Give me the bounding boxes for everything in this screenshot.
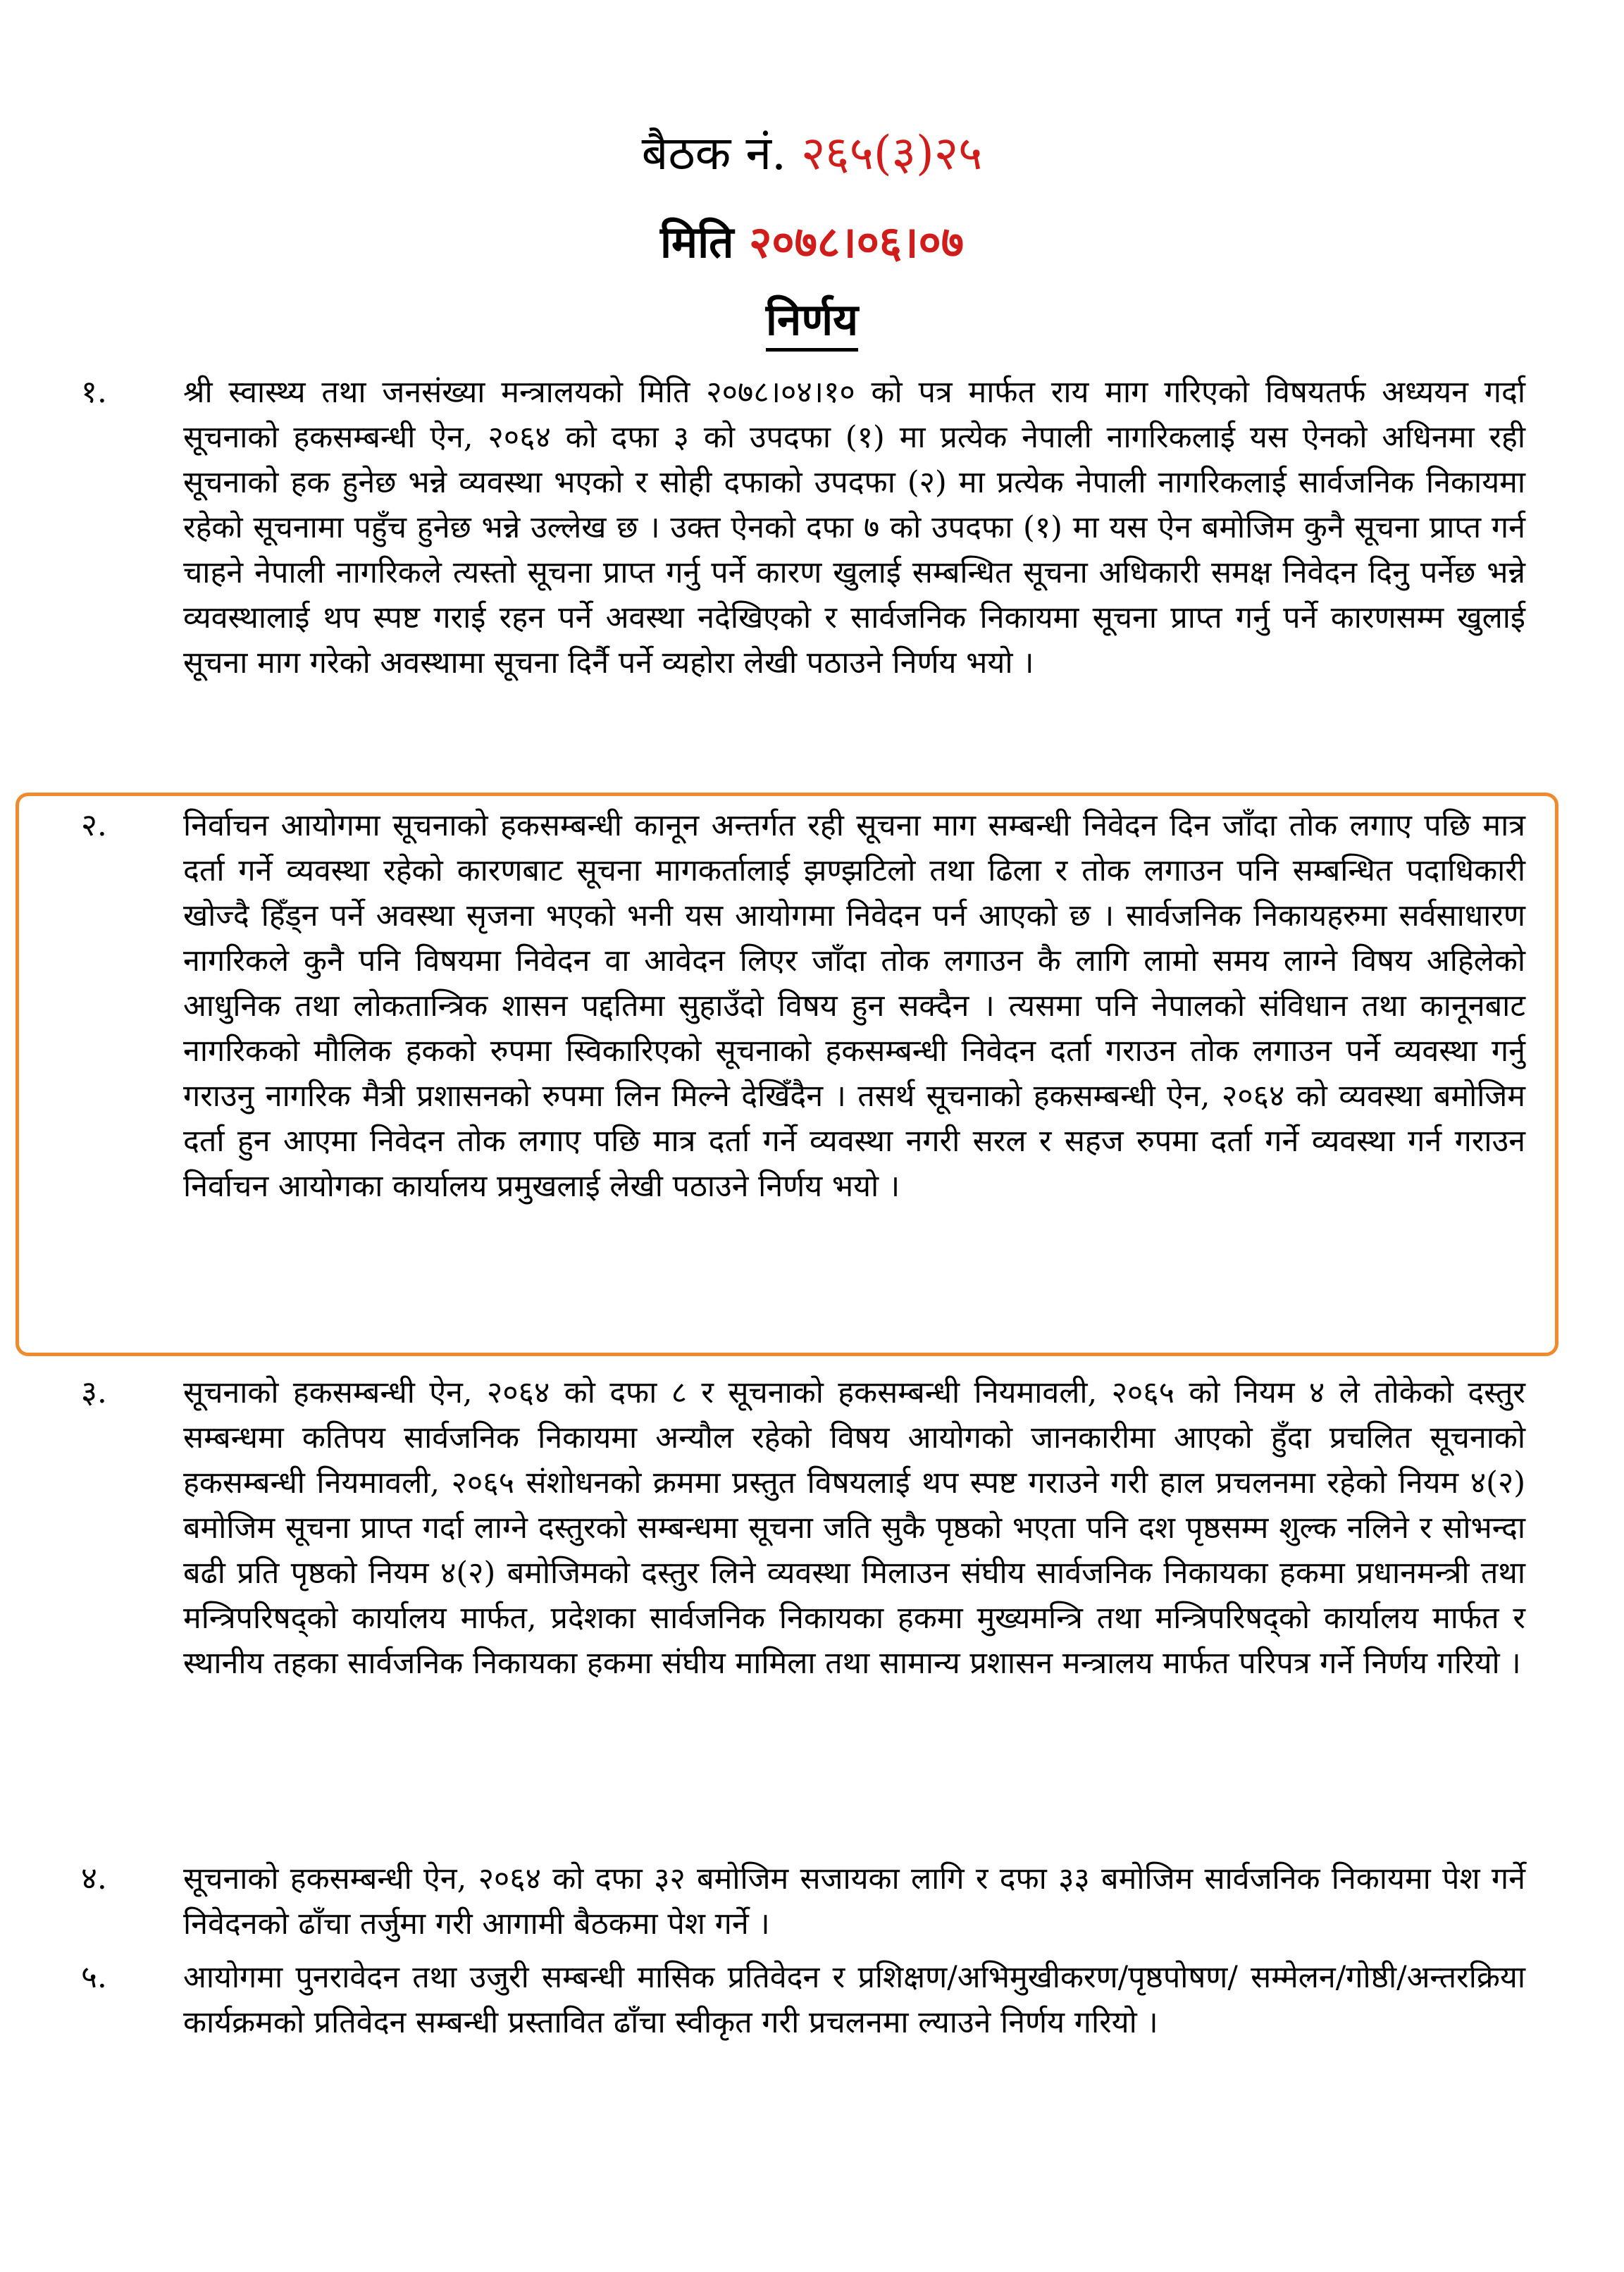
item-text: आयोगमा पुनरावेदन तथा उजुरी सम्बन्धी मासिक प्रतिवेदन र प्रशिक्षण/अभिमुखीकरण/पृष्ठपोषण/ सम्मेलन/गोष्ठी/अन्तरक्रिया कार्यक्रमको प्रतिवेदन सम्बन्धी प्रस्तावित ढाँचा स्वीकृत गरी प्रचलनमा ल्याउने निर्णय गरियो । [183,1960,1525,2040]
date-value: २०७८।०६।०७ [749,216,965,268]
item-text: सूचनाको हकसम्बन्धी ऐन, २०६४ को दफा ३२ बमोजिम सजायका लागि र दफा ३३ बमोजिम सार्वजनिक निकायमा पेश गर्ने निवेदनको ढाँचा तर्जुमा गरी आगामी बैठकमा पेश गर्ने । [183,1861,1525,1942]
date-heading [0,211,1624,271]
item-number: १. [81,374,107,410]
item-text: श्री स्वास्थ्य तथा जनसंख्या मन्त्रालयको मिति २०७८।०४।१० को पत्र मार्फत राय माग गरिएको विषयतर्फ अध्ययन गर्दा सूचनाको हकसम्बन्धी ऐन, २०६४ को दफा ३ को उपदफा (१) मा प्रत्येक नेपाली नागरिकलाई यस ऐनको अधिनमा रही सूचनाको हक हुनेछ भन्ने व्यवस्था भएको र सोही दफाको उपदफा (२) मा प्रत्येक नेपाली नागरिकलाई सार्वजनिक निकायमा रहेको सूचनामा पहुँच हुनेछ भन्ने उल्लेख छ । उक्त ऐनको दफा ७ को उपदफा (१) मा यस ऐन बमोजिम कुनै सूचना प्राप्त गर्न चाहने नेपाली नागरिकले त्यस्तो सूचना प्राप्त गर्नु पर्ने कारण खुलाई सम्बन्धित सूचना अधिकारी समक्ष निवेदन दिनु पर्नेछ भन्ने व्यवस्थालाई थप स्पष्ट गराई रहन पर्ने अवस्था नदेखिएको र सार्वजनिक निकायमा सूचना प्राप्त गर्नु पर्ने कारणसम्म खुलाई सूचना माग गरेको अवस्थामा सूचना दिर्नै पर्ने व्यहोरा लेखी पठाउने निर्णय भयो । [183,375,1526,681]
item-text: सूचनाको हकसम्बन्धी ऐन, २०६४ को दफा ८ र सूचनाको हकसम्बन्धी नियमावली, २०६५ को नियम ४ ले तोकेको दस्तुर सम्बन्धमा कतिपय सार्वजनिक निकायमा अन्यौल रहेको विषय आयोगको जानकारीमा आएको हुँदा प्रचलित सूचनाको हकसम्बन्धी नियमावली, २०६५ संशोधनको क्रममा प्रस्तुत विषयलाई थप स्पष्ट गराउने गरी हाल प्रचलनमा रहेको नियम ४(२) बमोजिम सूचना प्राप्त गर्दा लाग्ने दस्तुरको सम्बन्धमा सूचना जति सुकै पृष्ठको भएता पनि दश पृष्ठसम्म शुल्क नलिने र सोभन्दा बढी प्रति पृष्ठको नियम ४(२) बमोजिमको दस्तुर लिने व्यवस्था मिलाउन संघीय सार्वजनिक निकायका हकमा प्रधानमन्त्री तथा मन्त्रिपरिषद्को कार्यालय मार्फत, प्रदेशका सार्वजनिक निकायका हकमा मुख्यमन्त्रि तथा मन्त्रिपरिषद्को कार्यालय मार्फत र स्थानीय तहका सार्वजनिक निकायका हकमा संघीय मामिला तथा सामान्य प्रशासन मन्त्रालय मार्फत परिपत्र गर्ने निर्णय गरियो । [183,1375,1525,1681]
meeting-label: बैठक नं. [641,126,786,180]
item-text: निर्वाचन आयोगमा सूचनाको हकसम्बन्धी कानून अन्तर्गत रही सूचना माग सम्बन्धी निवेदन दिन जाँदा तोक लगाए पछि मात्र दर्ता गर्ने व्यवस्था रहेको कारणबाट सूचना मागकर्तालाई झण्झटिलो तथा ढिला र तोक लगाउन पनि सम्बन्धित पदाधिकारी खोज्दै हिँड्न पर्ने अवस्था सृजना भएको भनी यस आयोगमा निवेदन पर्न आएको छ । सार्वजनिक निकायहरुमा सर्वसाधारण नागरिकले कुनै पनि विषयमा निवेदन वा आवेदन लिएर जाँदा तोक लगाउन कै लागि लामो समय लाग्ने विषय अहिलेको आधुनिक तथा लोकतान्त्रिक शासन पद्दतिमा सुहाउँदो विषय हुन सक्दैन । त्यसमा पनि नेपालको संविधान तथा कानूनबाट नागरिकको मौलिक हकको रुपमा स्विकारिएको सूचनाको हकसम्बन्धी निवेदन दर्ता गराउन तोक लगाउन पर्ने व्यवस्था गर्नु गराउनु नागरिक मैत्री प्रशासनको रुपमा लिन मिल्ने देखिँदैन । तसर्थ सूचनाको हकसम्बन्धी ऐन, २०६४ को व्यवस्था बमोजिम दर्ता हुन आएमा निवेदन तोक लगाए पछि मात्र दर्ता गर्ने व्यवस्था नगरी सरल र सहज रुपमा दर्ता गर्ने व्यवस्था गर्न गराउन निर्वाचन आयोगका कार्यालय प्रमुखलाई लेखी पठाउने निर्णय भयो । [183,808,1525,1204]
meeting-heading [0,120,1624,183]
item-number: २. [81,807,107,843]
item-number: ४. [81,1861,107,1897]
item-number: ५. [81,1959,107,1995]
item-number: ३. [81,1374,107,1410]
page-title [0,289,1624,348]
date-label: मिति [659,216,734,268]
meeting-number: २६५(३)२५ [800,126,983,180]
decision-title-text: निर्णय [766,294,858,352]
